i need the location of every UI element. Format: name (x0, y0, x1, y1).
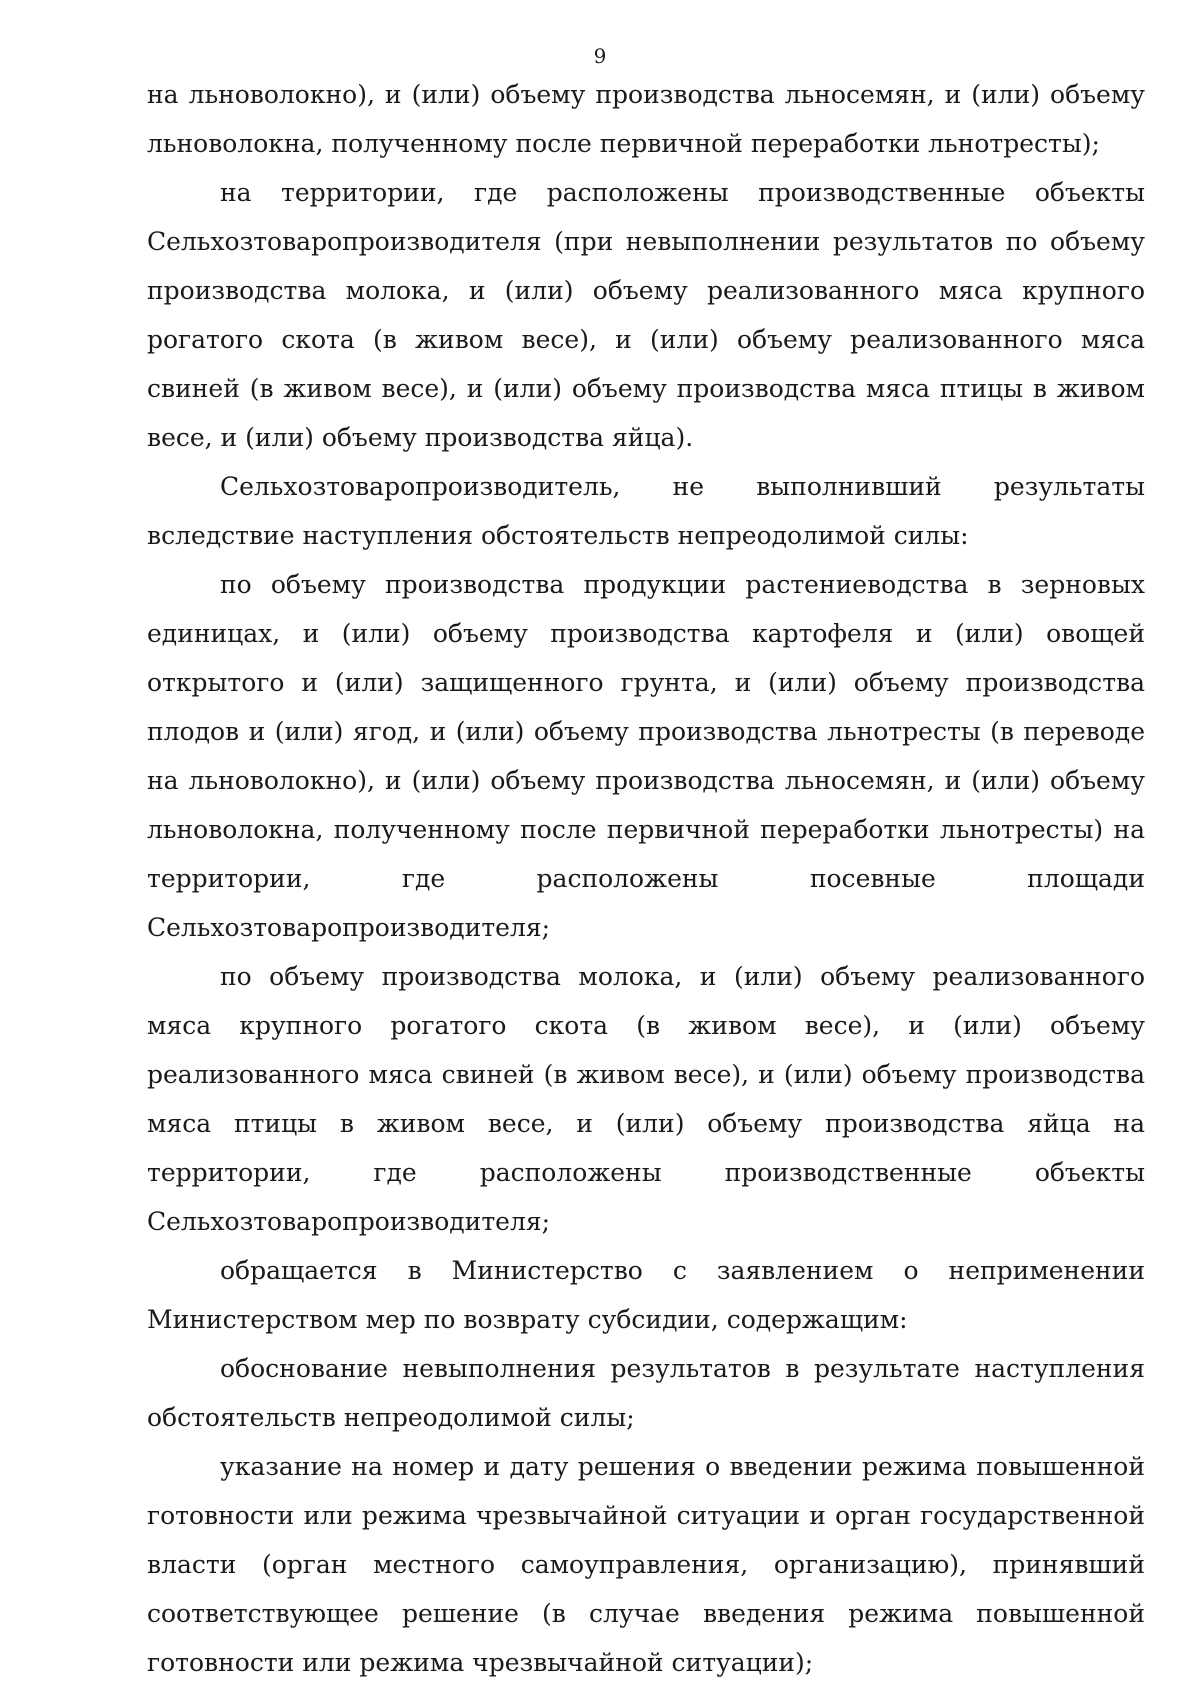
page-number: 9 (593, 44, 607, 68)
paragraph-livestock-territory: на территории, где расположены производственные объекты Сельхозтоваропроизводителя (при невыполнении результатов по объему производства молока, и (или) объему реализованного мяса крупного рогатого скота (в живом весе), и (или) объему реализованного мяса свиней (в живом весе), и (или) объему производства мяса птицы в живом весе, и (или) объему производства яйца). (147, 178, 1145, 452)
paragraph-application: обращается в Министерство с заявлением о неприменении Министерством мер по возврату субсидии, содержащим: (147, 1256, 1145, 1334)
paragraph-decision-reference: указание на номер и дату решения о введении режима повышенной готовности или режима чрезвычайной ситуации и орган государственной власти (орган местного самоуправления, организацию), принявший соответствующее решение (в случае введения режима повышенной готовности или режима чрезвычайной ситуации); (147, 1452, 1145, 1677)
paragraph-continuation: на льноволокно), и (или) объему производства льносемян, и (или) объему льноволокна, полученному после первичной переработки льнотресты); (147, 80, 1145, 158)
document-body (147, 70, 1145, 1687)
paragraph-justification: обоснование невыполнения результатов в результате наступления обстоятельств непреодолимой силы; (147, 1354, 1145, 1432)
paragraph-force-majeure-intro: Сельхозтоваропроизводитель, не выполнивший результаты вследствие наступления обстоятельств непреодолимой силы: (147, 472, 1145, 550)
paragraph-livestock-production: по объему производства молока, и (или) объему реализованного мяса крупного рогатого скота (в живом весе), и (или) объему реализованного мяса свиней (в живом весе), и (или) объему производства мяса птицы в живом весе, и (или) объему производства яйца на территории, где расположены производственные объекты Сельхозтоваропроизводителя; (147, 962, 1145, 1236)
paragraph-crop-production: по объему производства продукции растениеводства в зерновых единицах, и (или) объему производства картофеля и (или) овощей открытого и (или) защищенного грунта, и (или) объему производства плодов и (или) ягод, и (или) объему производства льнотресты (в переводе на льноволокно), и (или) объему производства льносемян, и (или) объему льноволокна, полученному после первичной переработки льнотресты) на территории, где расположены посевные площади Сельхозтоваропроизводителя; (147, 570, 1145, 942)
